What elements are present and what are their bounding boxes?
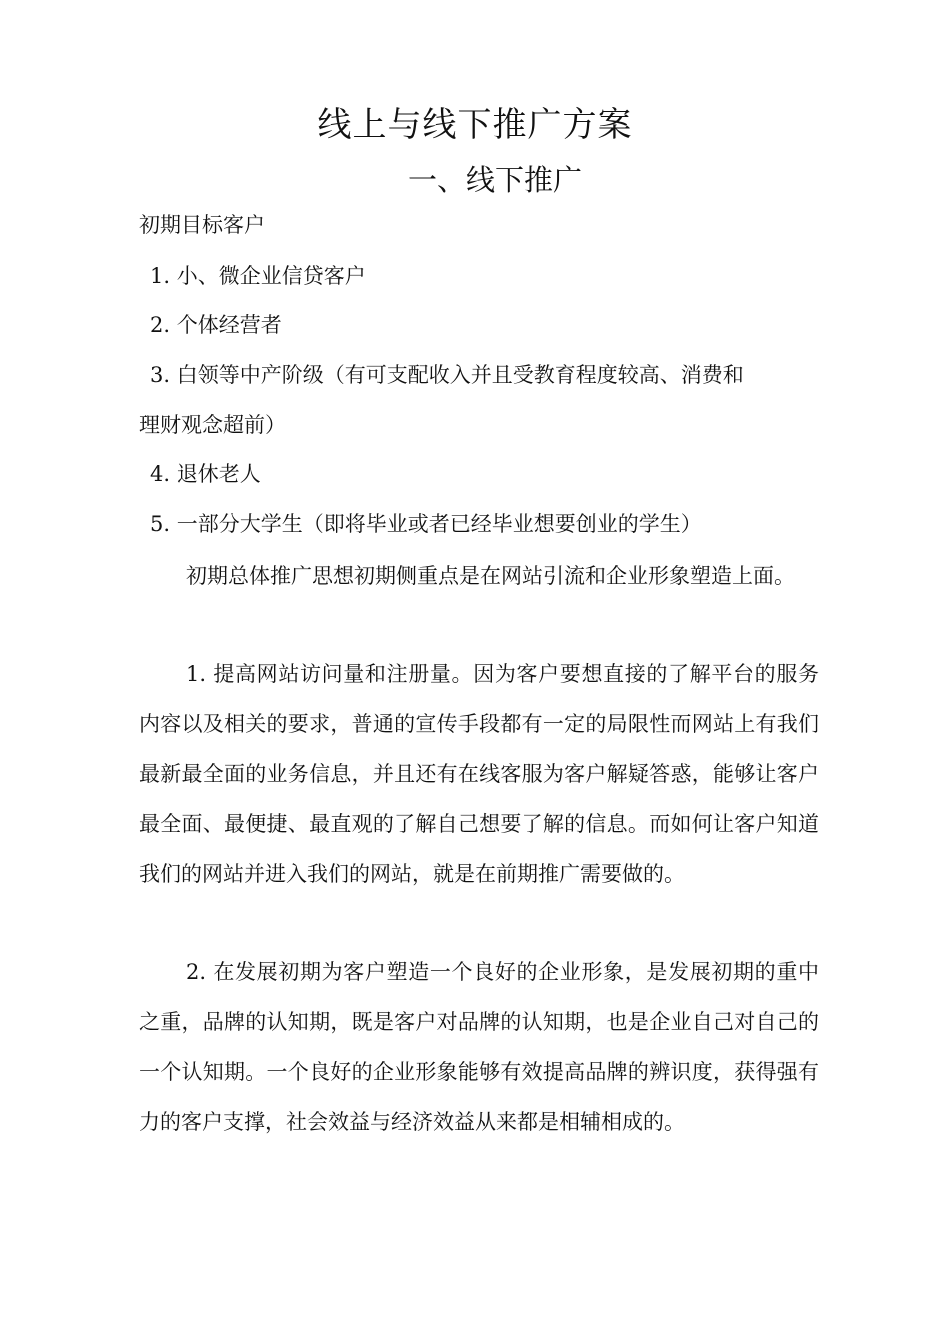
target-item-5: 5. 一部分大学生（即将毕业或者已经毕业想要创业的学生） <box>150 512 702 536</box>
target-item-2: 2. 个体经营者 <box>150 313 282 337</box>
target-item-3: 3. 白领等中产阶级（有可支配收入并且受教育程度较高、消费和 <box>150 363 744 387</box>
target-item-4: 4. 退休老人 <box>150 462 261 486</box>
target-item-1: 1. 小、微企业信贷客户 <box>150 264 366 288</box>
document-title: 线上与线下推广方案 <box>317 105 633 145</box>
target-label: 初期目标客户 <box>139 213 265 237</box>
paragraph-brand-image: 2. 在发展初期为客户塑造一个良好的企业形象，是发展初期的重中之重，品牌的认知期，既是客户对品牌的认知期，也是企业自己对自己的一个认知期。一个良好的企业形象能够有效提高品牌的辨识度，获得强有力的客户支撑，社会效益与经济效益从来都是相辅相成的。 <box>139 960 819 1134</box>
target-item-3-continuation: 理财观念超前） <box>139 413 286 437</box>
paragraph-website-traffic: 1. 提高网站访问量和注册量。因为客户要想直接的了解平台的服务内容以及相关的要求，普通的宣传手段都有一定的局限性而网站上有我们最新最全面的业务信息，并且还有在线客服为客户解疑答惑，能够让客户最全面、最便捷、最直观的了解自己想要了解的信息。而如何让客户知道我们的网站并进入我们的网站，就是在前期推广需要做的。 <box>139 662 819 886</box>
section-heading: 一、线下推广 <box>407 163 582 197</box>
paragraph-strategy: 初期总体推广思想初期侧重点是在网站引流和企业形象塑造上面。 <box>186 564 795 588</box>
